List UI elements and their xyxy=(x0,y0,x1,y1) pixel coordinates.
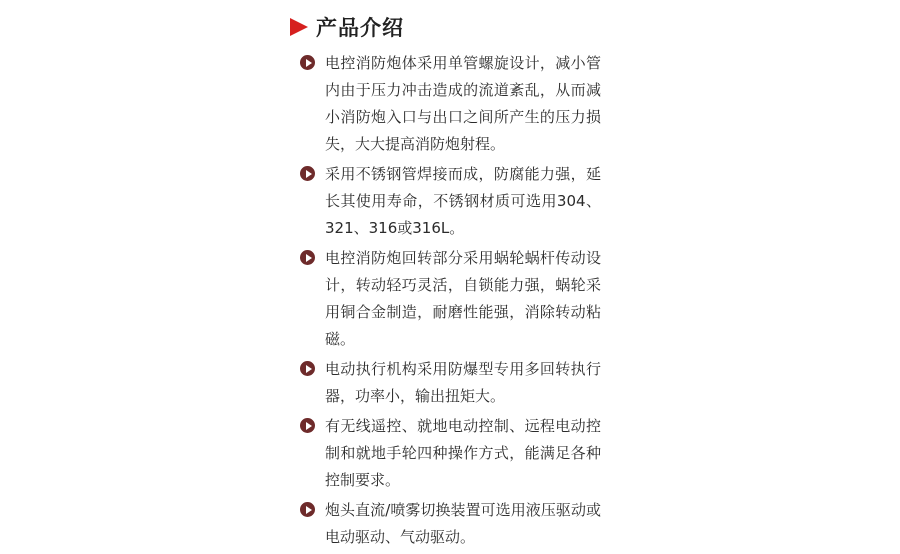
play-bullet-icon xyxy=(300,418,315,433)
play-bullet-icon xyxy=(300,502,315,517)
list-item-text: 电控消防炮体采用单管螺旋设计，减小管内由于压力冲击造成的流道紊乱，从而减小消防炮入口与出口之间所产生的压力损失，大大提高消防炮射程。 xyxy=(325,54,601,153)
list-item xyxy=(290,497,610,551)
list-item-text: 有无线遥控、就地电动控制、远程电动控制和就地手轮四种操作方式，能满足各种控制要求。 xyxy=(325,417,601,489)
play-bullet-icon xyxy=(300,361,315,376)
list-item xyxy=(290,161,610,242)
list-item-text: 采用不锈钢管焊接而成，防腐能力强，延长其使用寿命，不锈钢材质可选用304、321、316或316L。 xyxy=(325,165,601,237)
feature-list xyxy=(290,50,610,551)
play-bullet-icon xyxy=(300,250,315,265)
product-intro-panel xyxy=(290,10,610,554)
play-bullet-icon xyxy=(300,55,315,70)
list-item xyxy=(290,413,610,494)
play-bullet-icon xyxy=(300,166,315,181)
list-item xyxy=(290,356,610,410)
list-item xyxy=(290,50,610,158)
list-item-text: 炮头直流/喷雾切换装置可选用液压驱动或电动驱动、气动驱动。 xyxy=(325,501,601,546)
list-item-text: 电控消防炮回转部分采用蜗轮蜗杆传动设计，转动轻巧灵活，自锁能力强，蜗轮采用铜合金制造，耐磨性能强，消除转动粘磁。 xyxy=(325,249,601,348)
list-item xyxy=(290,245,610,353)
list-item-text: 电动执行机构采用防爆型专用多回转执行器，功率小，输出扭矩大。 xyxy=(325,360,601,405)
section-heading xyxy=(290,10,610,44)
section-title: 产品介绍 xyxy=(316,16,404,40)
heading-arrow-icon xyxy=(290,18,308,36)
